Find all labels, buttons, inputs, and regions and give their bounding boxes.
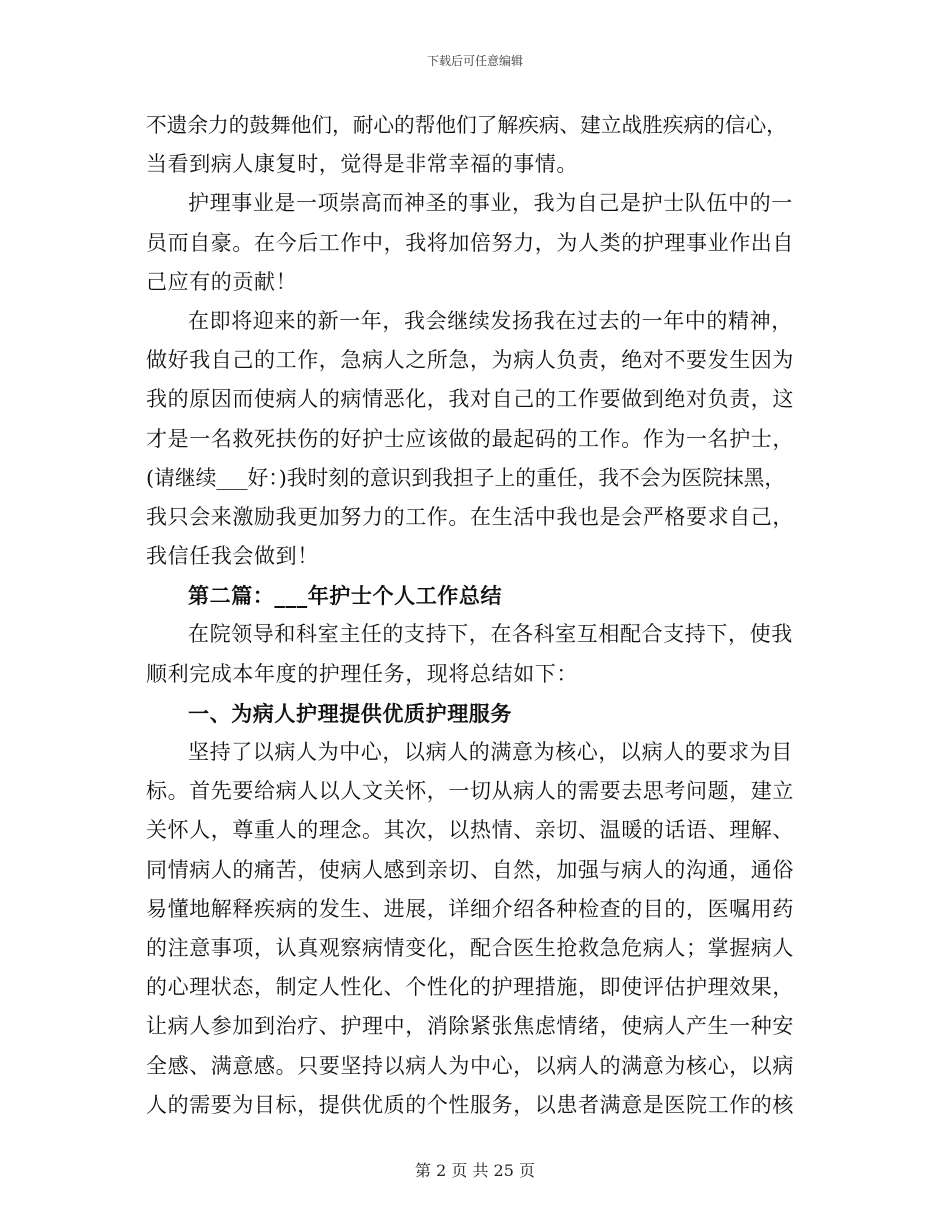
section-heading: 一、为病人护理提供优质护理服务 [188,700,512,726]
paragraph-line: 坚持了以病人为中心，以病人的满意为核心，以病人的要求为目 [188,740,793,764]
paragraph-line: 我只会来激励我更加努力的工作。在生活中我也是会严格要求自己， [146,504,794,529]
paragraph-line: (请继续___好：)我时刻的意识到我担子上的重任，我不会为医院抹黑， [146,465,786,490]
paragraph-line: 我信任我会做到！ [146,544,319,569]
paragraph-line: 才是一名救死扶伤的好护士应该做的最起码的工作。作为一名护士， [146,426,794,451]
paragraph-line: 同情病人的痛苦，使病人感到亲切、自然，加强与病人的沟通，通俗 [146,857,794,882]
paragraph-line: 员而自豪。在今后工作中，我将加倍努力，为人类的护理事业作出自 [146,230,794,255]
paragraph-line: 在院领导和科室主任的支持下，在各科室互相配合支持下，使我 [188,622,793,647]
document-body [146,106,806,1125]
paragraph-line: 的心理状态，制定人性化、个性化的护理措施，即使评估护理效果， [146,975,794,1000]
paragraph-line: 标。首先要给病人以人文关怀，一切从病人的需要去思考问题，建立 [146,779,794,804]
paragraph-line: 顺利完成本年度的护理任务，现将总结如下： [146,661,578,686]
paragraph-line: 关怀人，尊重人的理念。其次，以热情、亲切、温暖的话语、理解、 [146,818,794,843]
page-header-note: 下载后可任意编辑 [426,54,523,68]
paragraph-line: 易懂地解释疾病的发生、进展，详细介绍各种检查的目的，医嘱用药 [146,896,794,921]
paragraph-line: 做好我自己的工作，急病人之所急，为病人负责，绝对不要发生因为 [146,348,794,373]
paragraph-line: 不遗余力的鼓舞他们，耐心的帮他们了解疾病、建立战胜疾病的信心， [146,113,787,137]
paragraph-line: 人的需要为目标，提供优质的个性服务，以患者满意是医院工作的核 [146,1092,794,1117]
paragraph-line: 护理事业是一项崇高而神圣的事业，我为自己是护士队伍中的一 [188,191,793,216]
paragraph-line: 己应有的贡献！ [146,269,298,294]
paragraph-line: 全感、满意感。只要坚持以病人为中心，以病人的满意为核心，以病 [146,1053,794,1078]
paragraph-line: 的注意事项，认真观察病情变化，配合医生抢救急危病人；掌握病人 [146,935,794,960]
paragraph-line: 让病人参加到治疗、护理中，消除紧张焦虑情绪，使病人产生一种安 [146,1014,794,1039]
paragraph-line: 在即将迎来的新一年，我会继续发扬我在过去的一年中的精神， [188,308,793,333]
paragraph-line: 当看到病人康复时，觉得是非常幸福的事情。 [146,152,578,177]
section-heading: 第二篇：___年护士个人工作总结 [188,583,503,609]
paragraph-line: 我的原因而使病人的病情恶化，我对自己的工作要做到绝对负责，这 [146,387,794,412]
page-footer-number: 第 2 页 共 25 页 [415,1161,535,1180]
